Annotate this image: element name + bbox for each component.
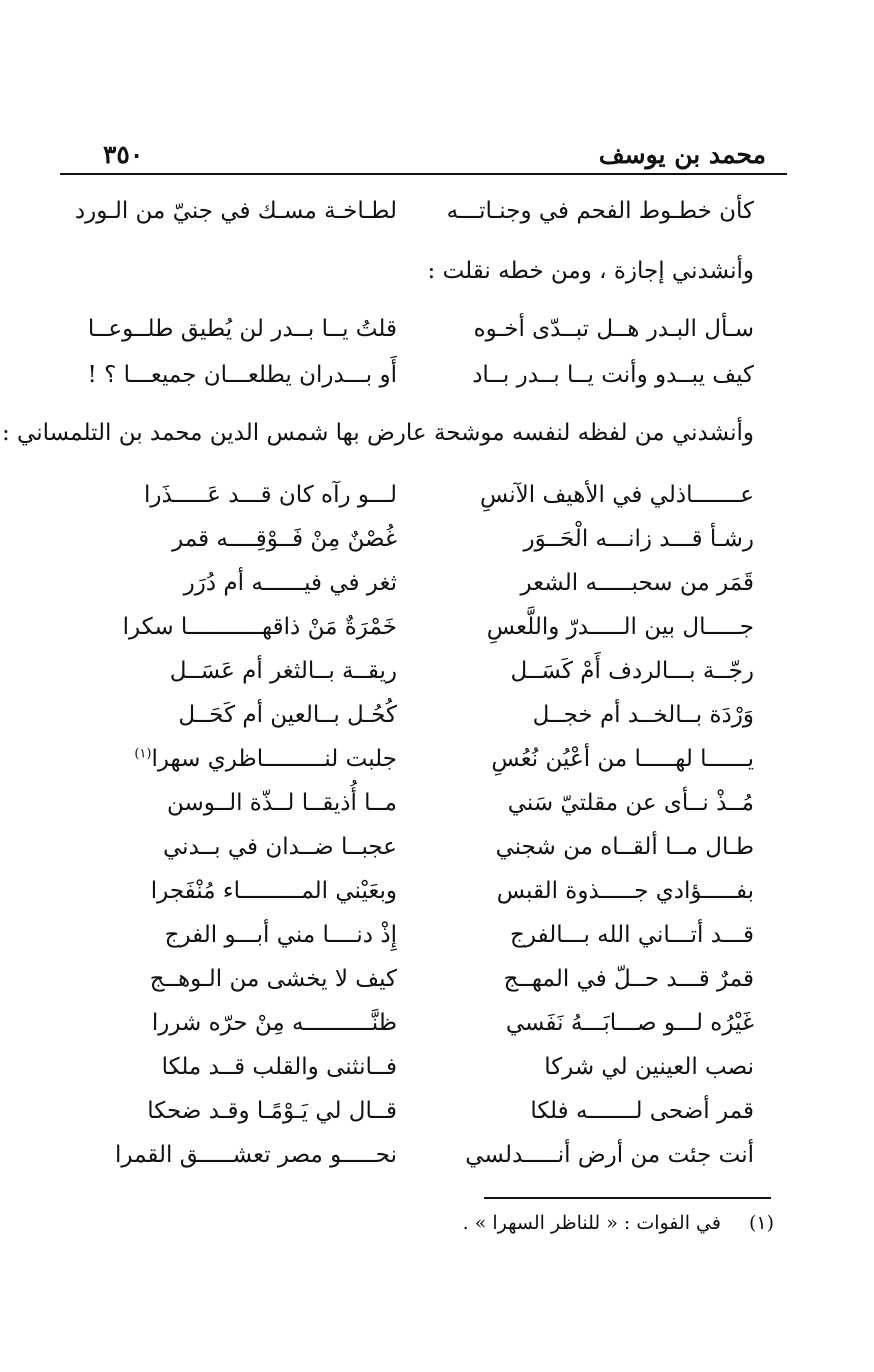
muwashshah-first: قمرٌ قـــد حــلّ في المهــج	[503, 966, 754, 992]
running-header-author: محمد بن يوسف	[598, 140, 766, 169]
muwashshah-first: بفـــــؤادي جـــــذوة القبس	[496, 878, 754, 904]
muwashshah-second: كُحُـل بــالعين أم كَحَــل	[178, 702, 397, 728]
muwashshah-second: إِذْ دنــــا مني أبـــو الفرج	[164, 922, 397, 948]
muwashshah-second: خَمْرَةٌ مَنْ ذاقهـــــــــــا سكرا	[122, 614, 397, 640]
muwashshah-second: ظنَّــــــــــه مِنْ حرّه شررا	[151, 1010, 397, 1036]
footnote-divider	[484, 1197, 771, 1199]
muwashshah-first: نصب العينين لي شركا	[544, 1054, 754, 1080]
footnote-text: في الفوات : « للناظر السهرا » .	[462, 1212, 721, 1234]
footnote	[463, 1212, 774, 1234]
muwashshah-first: مُــذْ نــأى عن مقلتيّ سَني	[507, 790, 754, 816]
muwashshah-second: عجبــا ضــدان في بــدني	[163, 834, 397, 860]
muwashshah-first: وَرْدَة بــالخــد أم خجــل	[532, 702, 754, 728]
muwashshah-first: قمر أضحى لـــــــه فلكا	[530, 1098, 754, 1124]
muwashshah-first: رجّــة بـــالردف أَمْ كَسَــل	[510, 658, 754, 684]
muwashshah-second-text: جلبت لنـــــــــاظري سهرا	[151, 746, 397, 772]
muwashshah-second: ريقــة بــالثغر أم عَسَــل	[169, 658, 397, 684]
muwashshah-first: غَيْرُه لـــو صـــابَـــهُ نَفَسي	[505, 1010, 754, 1036]
muwashshah-first: عـــــــاذلي في الأهيف الآنسِ	[479, 482, 754, 508]
muwashshah-first: قـــد أتـــاني الله بـــالفرج	[510, 922, 754, 948]
muwashshah-first: أنت جئت من أرض أنـــــدلسي	[465, 1142, 754, 1168]
verse-hemistich-second: لطـاخـة مسـك في جنيّ من الـورد	[74, 198, 397, 224]
muwashshah-first: رشـأ قـــد زانـــه الْحَــوَر	[523, 526, 754, 552]
muwashshah-second: نحـــــو مصر تعشـــــق القمرا	[114, 1142, 397, 1168]
verse-hemistich-second: قلتُ يــا بــدر لن يُطيق طلــوعــا	[87, 316, 397, 342]
muwashshah-second: ثغر في فيــــــه أم دُرَر	[183, 570, 397, 596]
header-divider	[60, 173, 787, 175]
muwashshah-first: قَمَر من سحبـــــه الشعر	[520, 570, 754, 596]
muwashshah-second: غُصْنٌ مِنْ فَــوْقِــــه قمر	[172, 526, 397, 552]
prose-line: وأنشدني إجازة ، ومن خطه نقلت :	[427, 258, 754, 284]
footnote-reference: (١)	[134, 746, 152, 762]
muwashshah-second: فــانثنى والقلب قــد ملكا	[161, 1054, 397, 1080]
verse-hemistich-first: سـأل البـدر هــل تبــدّى أخـوه	[473, 316, 754, 342]
muwashshah-first: جـــــال بين الـــــدرّ واللَّعسِ	[486, 614, 754, 640]
page-number: ٣٥٠	[103, 140, 144, 169]
verse-hemistich-second: أَو بـــدران يطلعـــان جميعـــا ؟ !	[87, 362, 397, 388]
footnote-number: (١)	[748, 1212, 774, 1234]
muwashshah-second	[134, 746, 397, 772]
muwashshah-second: لـــو رآه كان قـــد عَـــــذَرا	[143, 482, 397, 508]
muwashshah-first: يــــــا لهـــــا من أعْيُن نُعُسِ	[491, 746, 754, 772]
prose-line: وأنشدني من لفظه لنفسه موشحة عارض بها شمس الدين محمد بن التلمساني :	[1, 420, 754, 446]
verse-hemistich-first: كيف يبــدو وأنت يــا بــدر بــاد	[472, 362, 754, 388]
muwashshah-second: مــا أُذيقــا لــذّة الــوسن	[166, 790, 397, 816]
muwashshah-second: كيف لا يخشى من الـوهــج	[149, 966, 397, 992]
muwashshah-second: وبعَيْني المـــــــــاء مُنْفَجرا	[150, 878, 397, 904]
muwashshah-second: قــال لي يَـوْمًـا وقـد ضحكا	[147, 1098, 397, 1124]
verse-hemistich-first: كأن خطـوط الفحم في وجنـاتـــه	[446, 198, 754, 224]
muwashshah-first: طـال مــا ألقــاه من شجني	[495, 834, 754, 860]
